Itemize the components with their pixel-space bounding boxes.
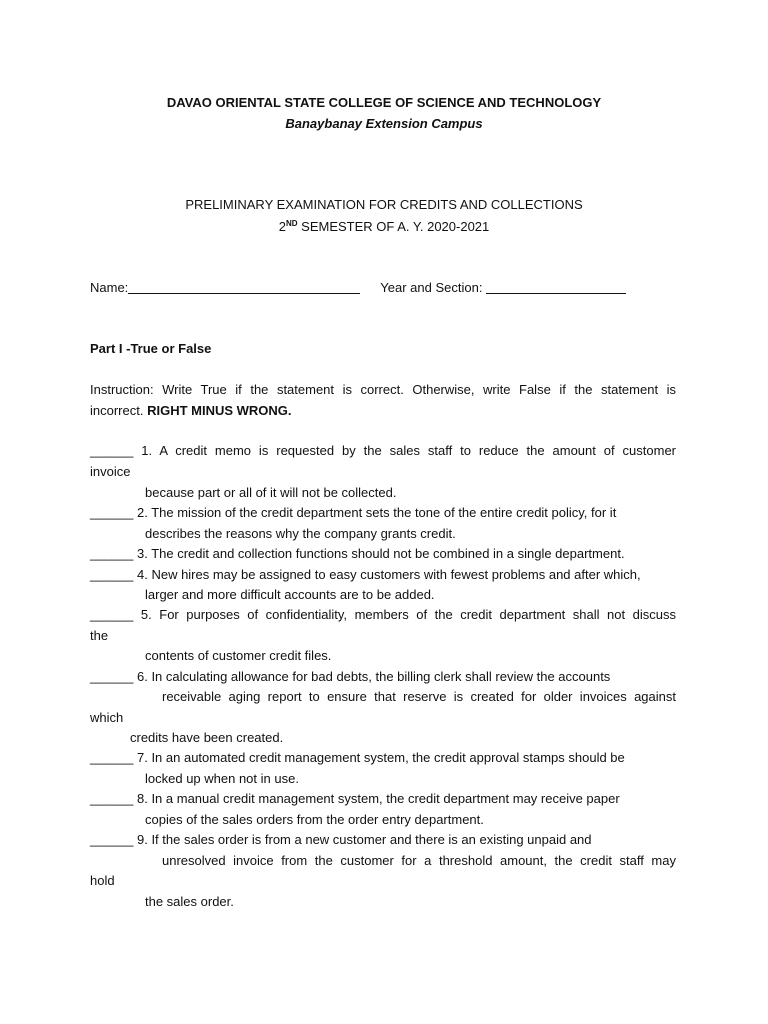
part1-heading: Part I -True or False — [90, 341, 212, 356]
semester-text: SEMESTER OF A. Y. 2020-2021 — [297, 219, 490, 234]
school-name: DAVAO ORIENTAL STATE COLLEGE OF SCIENCE AND TECHNOLOGY — [166, 95, 602, 110]
question-6-line-4: credits have been created. — [130, 730, 284, 745]
name-blank[interactable] — [128, 280, 360, 294]
question-6-line-3: which — [90, 710, 124, 725]
question-7-line-1: ______ 7. In an automated credit management system, the credit approval stamps should be — [90, 750, 625, 765]
question-1-line-1: ______ 1. A credit memo is requested by the sales staff to reduce the amount of customer — [90, 443, 676, 458]
question-2-line-2: describes the reasons why the company grants credit. — [145, 526, 456, 541]
semester-line — [0, 218, 768, 236]
question-3-line-1: ______ 3. The credit and collection functions should not be combined in a single department. — [90, 546, 625, 561]
semester-superscript: ND — [285, 219, 298, 228]
question-5-line-1: ______ 5. For purposes of confidentiality, members of the credit department shall not discuss — [90, 607, 676, 622]
question-5-line-2: the — [90, 628, 109, 643]
question-9-line-3: hold — [90, 873, 115, 888]
question-6-line-2: receivable aging report to ensure that reserve is created for older invoices against — [162, 689, 676, 704]
question-9-line-2: unresolved invoice from the customer for a threshold amount, the credit staff may — [162, 853, 676, 868]
name-label: Name: — [90, 280, 129, 295]
year-section-label: Year and Section: — [380, 280, 483, 295]
year-section-blank[interactable] — [486, 280, 626, 294]
exam-title: PRELIMINARY EXAMINATION FOR CREDITS AND COLLECTIONS — [185, 197, 583, 212]
instruction-text: incorrect. — [90, 403, 148, 418]
semester-number: 2 — [278, 219, 286, 234]
question-4-line-1: ______ 4. New hires may be assigned to easy customers with fewest problems and after which, — [90, 567, 641, 582]
question-6-line-1: ______ 6. In calculating allowance for bad debts, the billing clerk shall review the accounts — [90, 669, 611, 684]
question-7-line-2: locked up when not in use. — [145, 771, 299, 786]
question-1-line-2: invoice — [90, 464, 131, 479]
campus-name: Banaybanay Extension Campus — [285, 116, 483, 131]
question-1-line-3: because part or all of it will not be collected. — [145, 485, 397, 500]
instruction-line-2 — [90, 402, 676, 420]
instruction-emphasis: RIGHT MINUS WRONG. — [147, 403, 292, 418]
question-8-line-2: copies of the sales orders from the order entry department. — [145, 812, 484, 827]
instruction-line-1: Instruction: Write True if the statement is correct. Otherwise, write False if the statement is — [90, 382, 676, 397]
question-4-line-2: larger and more difficult accounts are to be added. — [145, 587, 435, 602]
question-2-line-1: ______ 2. The mission of the credit department sets the tone of the entire credit policy, for it — [90, 505, 617, 520]
student-info-row — [90, 279, 710, 297]
question-8-line-1: ______ 8. In a manual credit management system, the credit department may receive paper — [90, 791, 620, 806]
question-9-line-4: the sales order. — [145, 894, 234, 909]
question-9-line-1: ______ 9. If the sales order is from a new customer and there is an existing unpaid and — [90, 832, 592, 847]
question-5-line-3: contents of customer credit files. — [145, 648, 332, 663]
